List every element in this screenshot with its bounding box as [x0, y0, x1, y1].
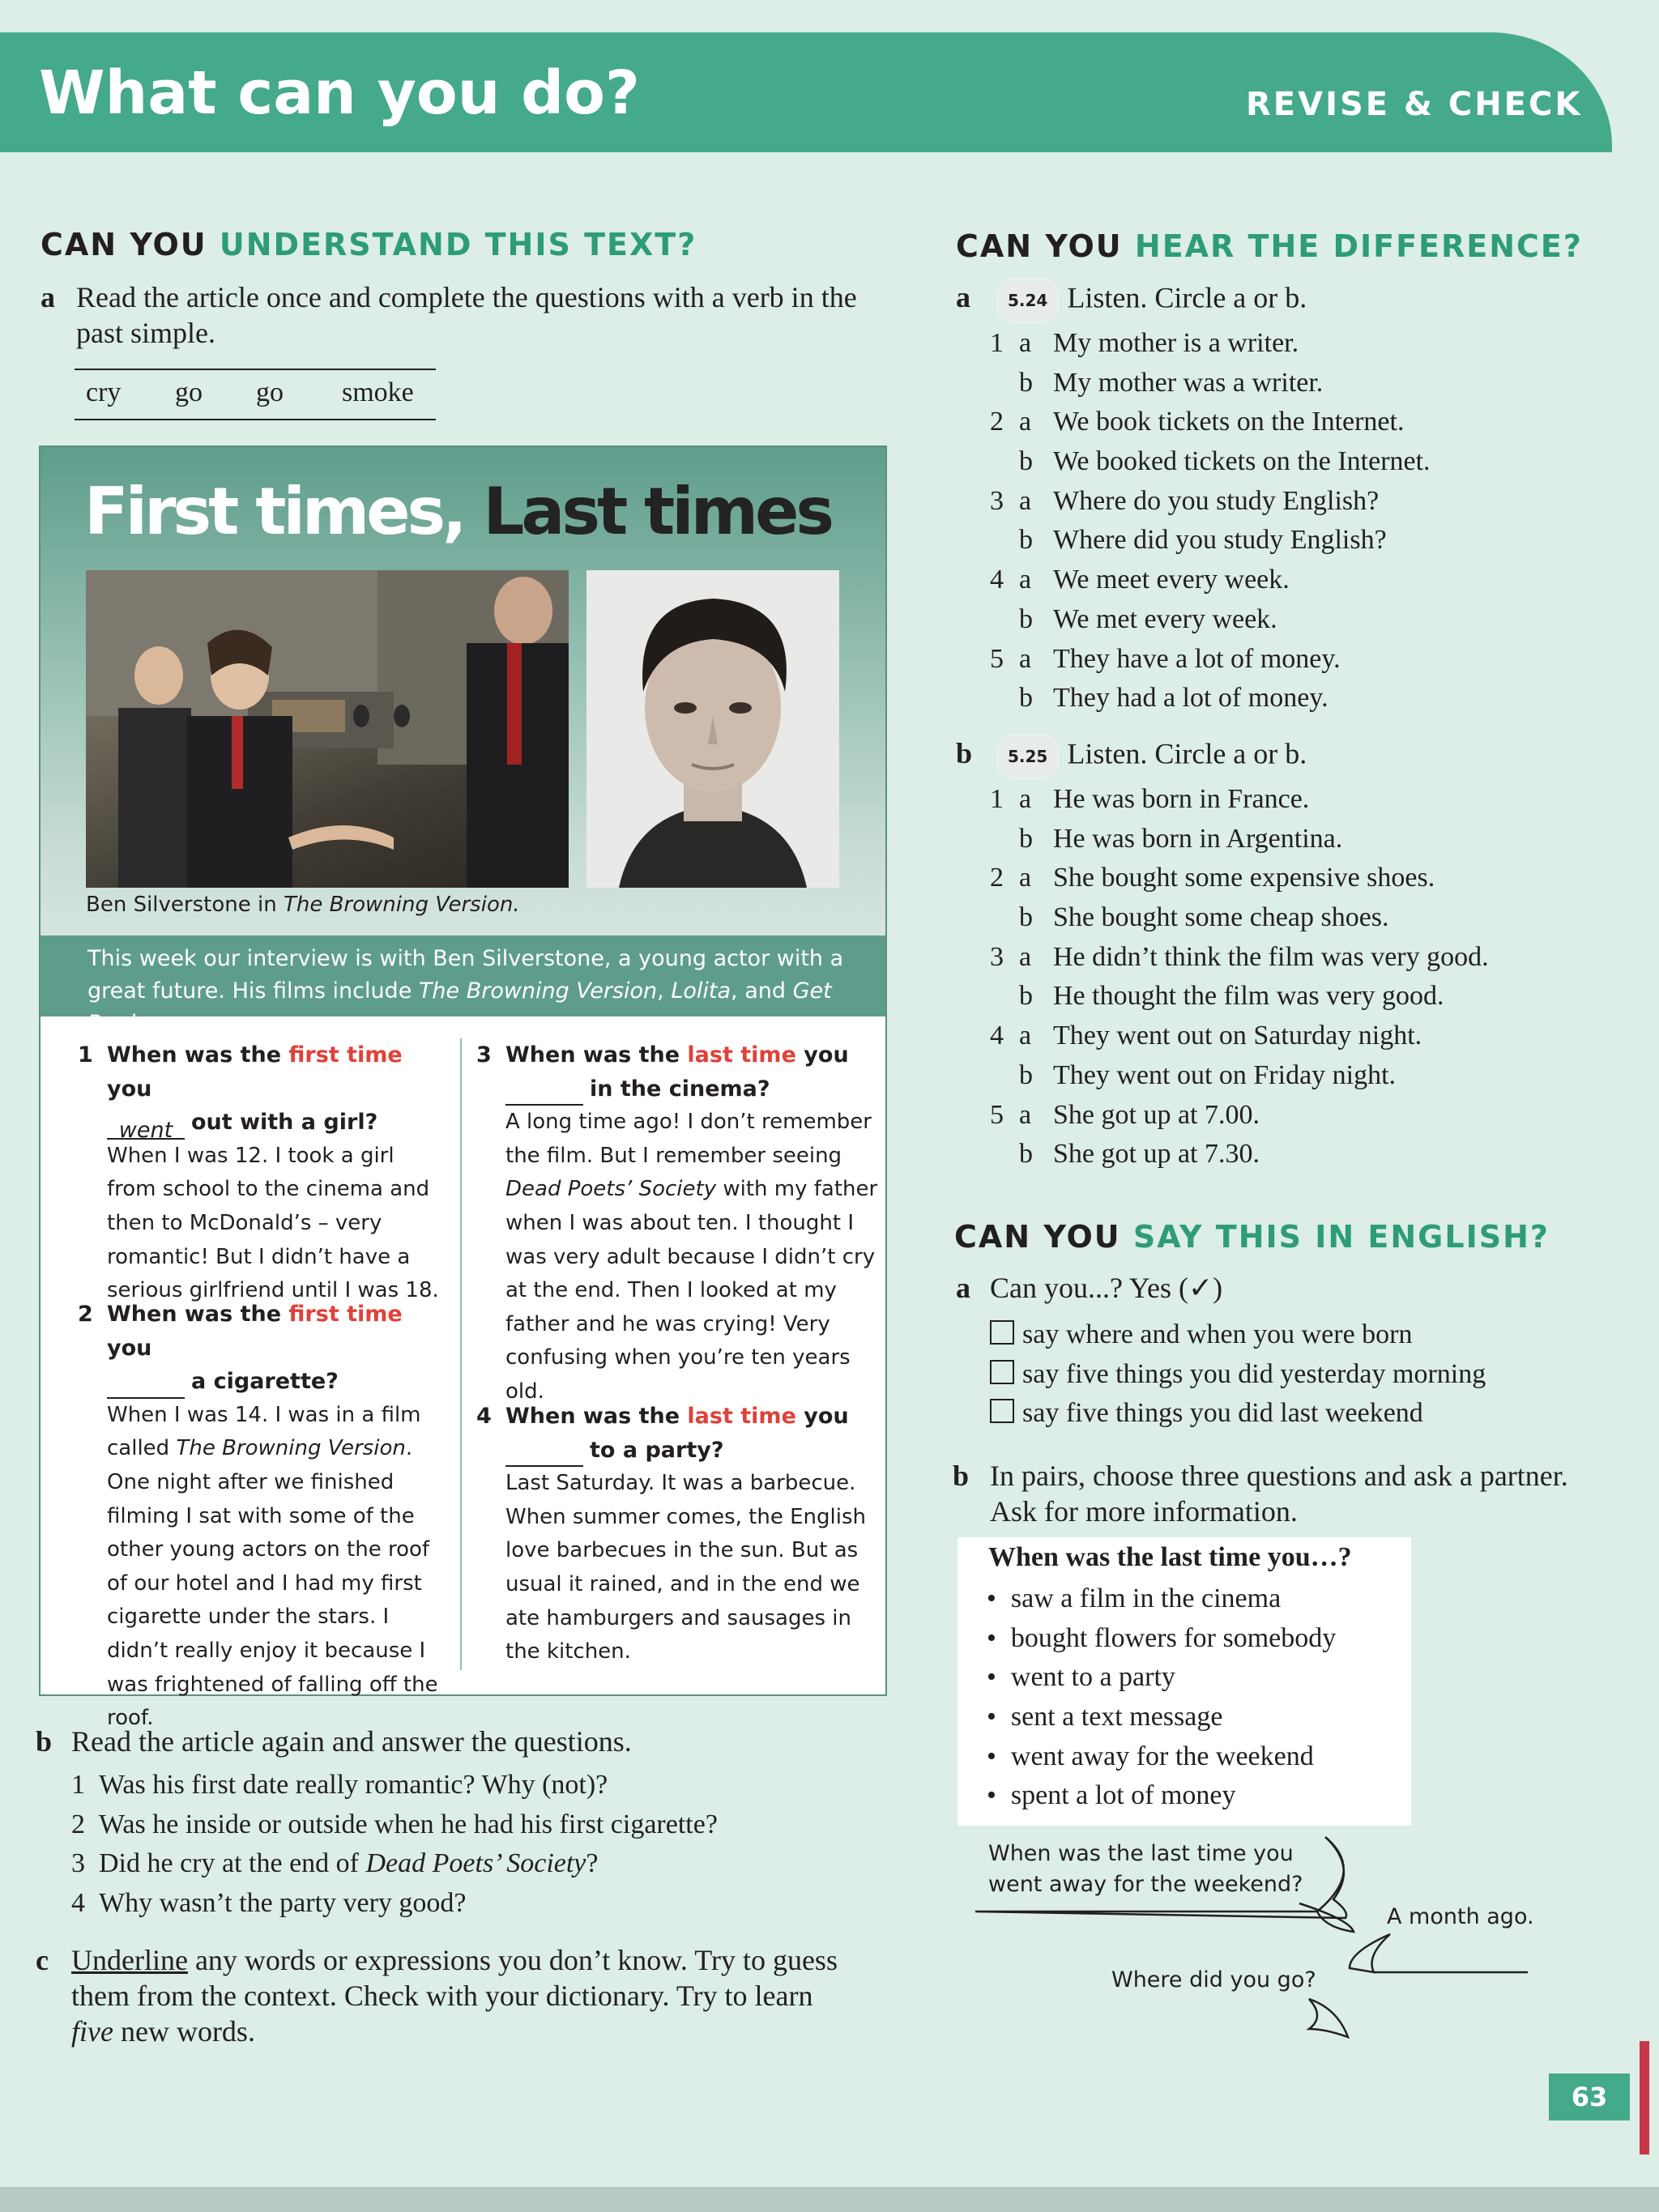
exercise-b-listen: b 5.25 Listen. Circle a or b. — [956, 735, 1620, 778]
heading-hear-difference: CAN YOU HEAR THE DIFFERENCE? — [956, 228, 1583, 264]
list-item[interactable]: 2 a She bought some expensive shoes. — [990, 863, 1435, 893]
list-item[interactable]: b We booked tickets on the Internet. — [1019, 446, 1431, 477]
listen-a-items — [990, 324, 1638, 718]
checkbox[interactable] — [990, 1320, 1014, 1345]
speech-bubble-tail-3 — [1309, 1999, 1348, 2037]
heading-say-in-english: CAN YOU SAY THIS IN ENGLISH? — [954, 1219, 1550, 1255]
article-title: First times, Last times — [84, 474, 831, 549]
interview-question-1: 1 When was the first time you went out with a girl? When I was 12. I took a girl from school to the cinema and then to McDonald’s – very romantic! But I didn’t have a serious girlfriend until I was 18. — [107, 1038, 447, 1308]
film-still-illustration — [86, 570, 569, 888]
article-intro-text: This week our interview is with Ben Silverstone, a young actor with a great future. His films include The Browning Version, Lolita, and Get Real. — [87, 946, 844, 1036]
answer-blank-4[interactable] — [505, 1441, 583, 1467]
list-item: • bought flowers for somebody — [987, 1622, 1337, 1653]
list-item: • sent a text message — [987, 1702, 1223, 1733]
list-item[interactable]: b We met every week. — [1019, 603, 1277, 634]
portrait-illustration — [586, 570, 839, 888]
interview-answer-1: When I was 12. I took a girl from school to the cinema and then to McDonald’s – very romantic! But I didn’t have a serious girlfriend until I was 18. — [107, 1143, 439, 1303]
list-item: • went to a party — [987, 1662, 1175, 1693]
list-item[interactable]: 3 a He didn’t think the film was very good. — [990, 941, 1489, 972]
list-item: • spent a lot of money — [987, 1780, 1236, 1811]
speech-bubble-question: When was the last time you went away for the weekend? — [988, 1841, 1303, 1897]
checklist-item[interactable]: say five things you did yesterday morning — [990, 1355, 1654, 1395]
list-item[interactable]: 3 a Where do you study English? — [990, 485, 1380, 516]
list-item[interactable]: 2 a We book tickets on the Internet. — [990, 407, 1405, 437]
interview-question-3: 3 When was the last time you in the cinema? A long time ago! I don’t remember the film. But I remember seeing Dead Poets’ Society with my father when I was about ten. I thought I was very adult because I didn’t cry at the end. Then I looked at my father and he was crying! Very confusing when you’re ten years old. — [505, 1038, 878, 1409]
interview-answer-2: When I was 14. I was in a film called The Browning Version. One night after we finished filming I sat with some of the other young actors on the roof of our hotel and I had my first cigarette under the stars. I didn’t really enjoy it because I was frightened of falling off the roof. — [107, 1402, 438, 1731]
interview-question-4: 4 When was the last time you to a party? Last Saturday. It was a barbecue. When summer comes, the English love barbecues in the sun. But as usual it rained, and in the end we ate hamburgers and sausages in the kitchen. — [505, 1400, 878, 1669]
film-still-photo — [86, 570, 569, 888]
verb-box — [75, 369, 436, 420]
verb-smoke: smoke — [342, 377, 414, 407]
list-item[interactable]: b She bought some cheap shoes. — [1019, 902, 1389, 933]
list-item[interactable]: 1 a He was born in France. — [990, 784, 1310, 814]
speech-bubble-followup: Where did you go? — [1111, 1967, 1316, 1993]
list-item[interactable]: 4 a We meet every week. — [990, 565, 1290, 595]
column-divider — [460, 1038, 462, 1670]
list-item[interactable]: b He thought the film was very good. — [1019, 981, 1444, 1012]
list-item: 1 Was his first date really romantic? Why (not)? — [71, 1770, 608, 1800]
exercise-a-instruction: Read the article once and complete the questions with a verb in the past simple. — [76, 281, 857, 349]
portrait-photo — [586, 570, 839, 888]
interview-answer-4: Last Saturday. It was a barbecue. When summer comes, the English love barbecues in the sun. But as usual it rained, and in the end we ate hamburgers and sausages in the kitchen. — [505, 1471, 866, 1664]
self-check-list — [990, 1315, 1654, 1434]
list-item[interactable]: 4 a They went out on Saturday night. — [990, 1021, 1422, 1051]
page-bottom-edge — [0, 2187, 1659, 2212]
list-item[interactable]: b Where did you study English? — [1019, 525, 1387, 556]
listen-b-items — [990, 780, 1654, 1174]
exercise-a-understand: a Read the article once and complete the questions with a verb in the past simple. — [41, 279, 875, 351]
audio-track-5-25[interactable]: 5.25 — [998, 735, 1057, 778]
interview-answer-3: A long time ago! I don’t remember the film. But I remember seeing Dead Poets’ Society with my father when I was about ten. I thought I was very adult because I didn’t cry at the end. Then I looked at my father and he was crying! Very confusing when you’re ten years old. — [505, 1110, 878, 1404]
list-item[interactable]: 1 a My mother is a writer. — [990, 328, 1299, 358]
answer-blank-2[interactable] — [107, 1373, 185, 1399]
list-item: 3 Did he cry at the end of Dead Poets’ Society? — [71, 1848, 599, 1879]
photo-caption: Ben Silverstone in The Browning Version. — [86, 893, 520, 917]
exercise-a-listen: a 5.24 Listen. Circle a or b. — [956, 279, 1620, 322]
page-title: What can you do? — [39, 58, 640, 128]
list-item[interactable]: 5 a She got up at 7.00. — [990, 1099, 1260, 1130]
exercise-b-questions — [71, 1766, 881, 1924]
exercise-c-underline: c Underline any words or expressions you don’t know. Try to guess them from the context. Check with your dictionary. Try to learn five new words. — [36, 1944, 838, 2048]
checklist-item[interactable]: say where and when you were born — [990, 1315, 1654, 1355]
exercise-b-pairs: b In pairs, choose three questions and ask a partner. Ask for more information. — [953, 1460, 1568, 1528]
list-item[interactable]: 5 a They have a lot of money. — [990, 643, 1341, 674]
interview-question-2: 2 When was the first time you a cigarette? When I was 14. I was in a film called The Browning Version. One night after we finished filming I sat with some of the other young actors on the roof of our hotel and I had my first cigarette under the stars. I didn’t really enjoy it because I was frightened of falling off the roof. — [107, 1298, 447, 1736]
heading-understand-text: CAN YOU UNDERSTAND THIS TEXT? — [41, 227, 697, 262]
article-card — [39, 445, 887, 1731]
list-item: • went away for the weekend — [987, 1741, 1314, 1771]
list-item[interactable]: b My mother was a writer. — [1019, 367, 1324, 398]
verb-go-1: go — [175, 377, 203, 407]
exercise-a-can-you: a Can you...? Yes (✓) — [956, 1272, 1223, 1304]
answer-blank-1[interactable]: went — [107, 1114, 185, 1140]
checkbox[interactable] — [990, 1360, 1014, 1384]
speech-bubble-answer: A month ago. — [1387, 1904, 1534, 1929]
verb-cry: cry — [86, 377, 122, 407]
verb-go-2: go — [256, 377, 284, 407]
list-item[interactable]: b They had a lot of money. — [1019, 683, 1328, 714]
list-item: • saw a film in the cinema — [987, 1583, 1282, 1613]
audio-track-5-24[interactable]: 5.24 — [998, 279, 1057, 322]
prompt-bullets — [987, 1579, 1408, 1816]
edge-tab-marker — [1640, 2041, 1649, 2154]
prompt-box-title: When was the last time you…? — [988, 1542, 1352, 1572]
exercise-b-read-again: b Read the article again and answer the questions. — [36, 1725, 632, 1758]
list-item[interactable]: b She got up at 7.30. — [1019, 1139, 1260, 1170]
checklist-item[interactable]: say five things you did last weekend — [990, 1394, 1654, 1434]
page-number: 63 — [1549, 2073, 1630, 2120]
list-item: 4 Why wasn’t the party very good? — [71, 1888, 467, 1919]
list-item[interactable]: b They went out on Friday night. — [1019, 1059, 1397, 1090]
list-item[interactable]: b He was born in Argentina. — [1019, 823, 1343, 854]
checkbox[interactable] — [990, 1399, 1014, 1423]
answer-blank-3[interactable] — [505, 1080, 583, 1106]
list-item: 2 Was he inside or outside when he had his first cigarette? — [71, 1809, 718, 1839]
section-label-revise-check: REVISE & CHECK — [1246, 86, 1583, 123]
